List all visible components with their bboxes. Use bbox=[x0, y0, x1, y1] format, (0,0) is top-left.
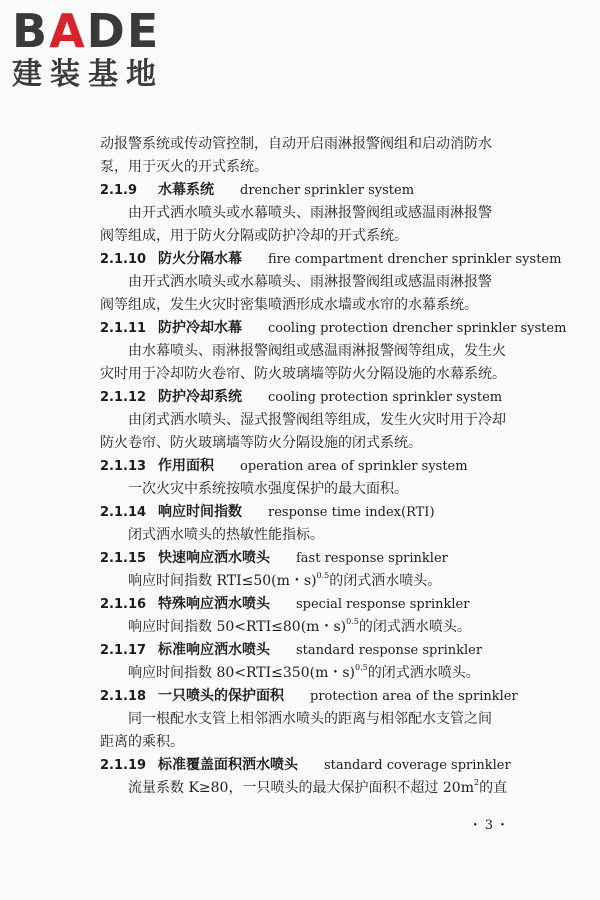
text-line: 距离的乘积。 bbox=[100, 734, 184, 750]
logo-wordmark: BADE bbox=[12, 4, 161, 58]
term-heading: 2.1.9 水幕系统 drencher sprinkler system bbox=[100, 182, 415, 198]
page-number: ・3・ bbox=[468, 818, 512, 833]
term-heading: 2.1.18 一只喷头的保护面积 protection area of the sprinkler bbox=[100, 688, 518, 704]
text-line: 泵，用于灭火的开式系统。 bbox=[100, 159, 268, 175]
text-line: 由闭式洒水喷头、湿式报警阀组等组成，发生火灾时用于冷却 bbox=[128, 412, 506, 428]
term-heading: 2.1.10 防火分隔水幕 fire compartment drencher sprinkler system bbox=[100, 251, 562, 267]
text-line: 同一根配水支管上相邻洒水喷头的距离与相邻配水支管之间 bbox=[128, 711, 492, 727]
text-line: 由水幕喷头、雨淋报警阀组或感温雨淋报警阀等组成，发生火 bbox=[128, 343, 506, 359]
text-line: 闭式洒水喷头的热敏性能指标。 bbox=[128, 527, 324, 543]
term-heading: 2.1.16 特殊响应洒水喷头 special response sprinkler bbox=[100, 596, 470, 612]
text-line: 动报警系统或传动管控制，自动开启雨淋报警阀组和启动消防水 bbox=[100, 136, 492, 152]
term-heading: 2.1.14 响应时间指数 response time index(RTI) bbox=[100, 504, 435, 520]
term-heading: 2.1.19 标准覆盖面积洒水喷头 standard coverage sprinkler bbox=[100, 757, 511, 773]
text-line: 一次火灾中系统按喷水强度保护的最大面积。 bbox=[128, 481, 408, 497]
document-body bbox=[100, 133, 567, 800]
text-line: 由开式洒水喷头或水幕喷头、雨淋报警阀组或感温雨淋报警 bbox=[128, 274, 492, 290]
formula-line: 流量系数 K≥80，一只喷头的最大保护面积不超过 $20m^2$的直 bbox=[128, 778, 508, 796]
term-heading: 2.1.11 防护冷却水幕 cooling protection drencher sprinkler system bbox=[100, 320, 567, 336]
text-line: 防火卷帘、防火玻璃墙等防火分隔设施的闭式系统。 bbox=[100, 435, 422, 451]
text-line: 灾时用于冷却防火卷帘、防火玻璃墙等防火分隔设施的水幕系统。 bbox=[100, 366, 506, 382]
text-line: 阀等组成，发生火灾时密集喷洒形成水墙或水帘的水幕系统。 bbox=[100, 297, 478, 313]
text-line: 由开式洒水喷头或水幕喷头、雨淋报警阀组或感温雨淋报警 bbox=[128, 205, 492, 221]
logo-subtitle: 建装基地 bbox=[12, 57, 164, 92]
term-heading: 2.1.13 作用面积 operation area of sprinkler system bbox=[100, 458, 468, 474]
text-line: 阀等组成，用于防火分隔或防护冷却的开式系统。 bbox=[100, 228, 408, 244]
term-heading: 2.1.15 快速响应洒水喷头 fast response sprinkler bbox=[100, 550, 448, 566]
term-heading: 2.1.17 标准响应洒水喷头 standard response sprinkler bbox=[100, 642, 483, 658]
formula-line: 响应时间指数 50<RTI≤80(m・s)$^{0.5}$的闭式洒水喷头。 bbox=[128, 617, 471, 635]
term-heading: 2.1.12 防护冷却系统 cooling protection sprinkler system bbox=[100, 389, 503, 405]
formula-line: 响应时间指数 80<RTI≤350(m・s)$^{0.5}$的闭式洒水喷头。 bbox=[128, 663, 480, 681]
formula-line: 响应时间指数 RTI≤50(m・s)$^{0.5}$的闭式洒水喷头。 bbox=[128, 571, 442, 589]
bade-logo bbox=[12, 6, 182, 92]
